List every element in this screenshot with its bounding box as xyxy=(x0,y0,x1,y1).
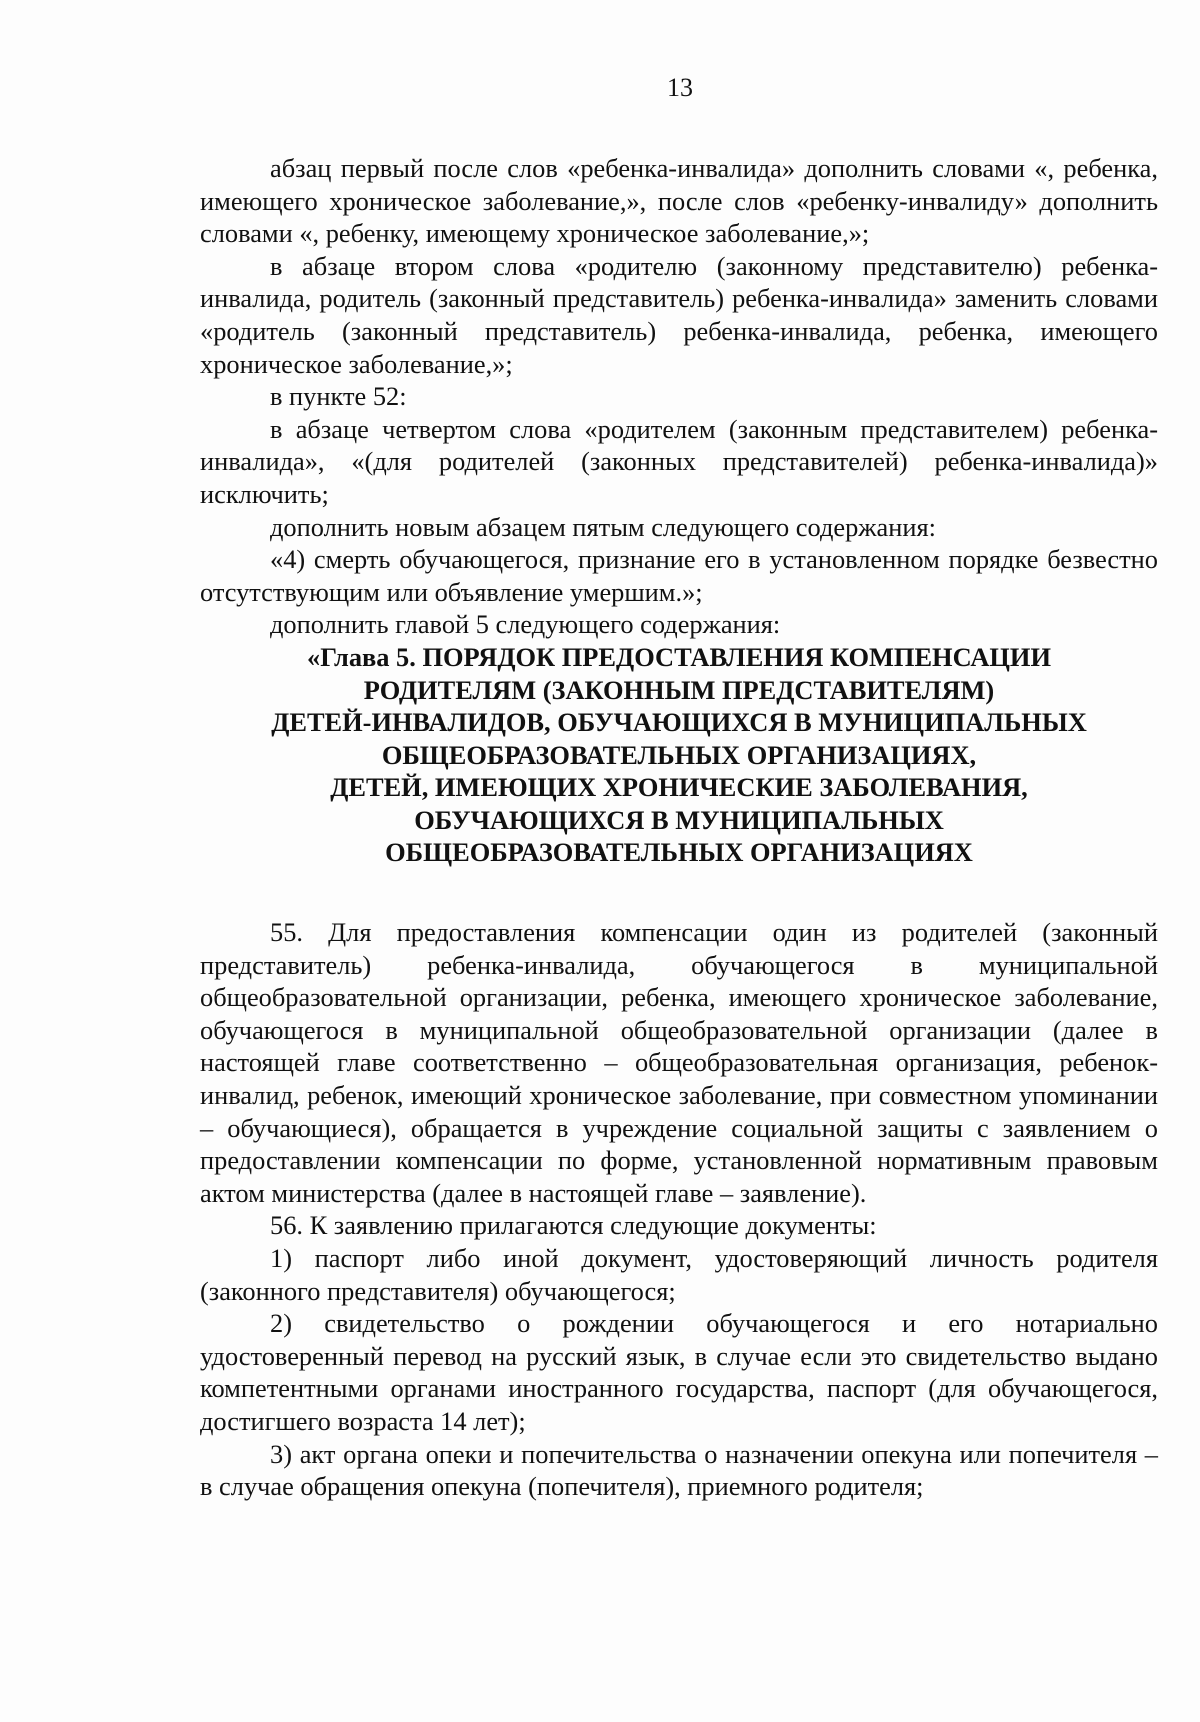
paragraph-chapter-55: 55. Для предоставления компенсации один из родителей (законный представитель) ребенка-инвалида, обучающегося в муниципальной общеобразовательной организации, ребенка, имеющего хроническое заболевание, обучающегося в муниципальной общеобразовательной организации (далее в настоящей главе соответственно – общеобразовательная организация, ребенок-инвалид, ребенок, имеющий хроническое заболевание, при совместном упоминании – обучающиеся), обращается в учреждение социальной защиты с заявлением о предоставлении компенсации по форме, установленной нормативным правовым актом министерства (далее в настоящей главе – заявление). xyxy=(200,917,1158,1208)
chapter-heading xyxy=(200,641,1158,869)
paragraph-intro-2: в абзаце втором слова «родителю (законному представителю) ребенка-инвалида, родитель (законный представитель) ребенка-инвалида» заменить словами «родитель (законный представитель) ребенка-инвалида, ребенка, имеющего хроническое заболевание,»; xyxy=(200,250,1158,379)
paragraph-item-2: 2) свидетельство о рождении обучающегося и его нотариально удостоверенный перевод на русский язык, в случае если это свидетельство выдано компетентными органами иностранного государства, паспорт (для обучающегося, достигшего возраста 14 лет); xyxy=(200,1308,1158,1436)
chapter-heading-line: ДЕТЕЙ-ИНВАЛИДОВ, ОБУЧАЮЩИХСЯ В МУНИЦИПАЛЬНЫХ xyxy=(271,707,1087,738)
page-number: 13 xyxy=(667,73,693,102)
chapter-heading-line: ОБУЧАЮЩИХСЯ В МУНИЦИПАЛЬНЫХ xyxy=(414,804,944,835)
paragraph-intro-7: дополнить главой 5 следующего содержания: xyxy=(270,609,781,640)
paragraph-intro-3: в пункте 52: xyxy=(270,381,407,412)
paragraph-intro-5: дополнить новым абзацем пятым следующего содержания: xyxy=(270,511,936,542)
paragraph-item-3: 3) акт органа опеки и попечительства о назначении опекуна или попечителя – в случае обращения опекуна (попечителя), приемного родителя; xyxy=(200,1438,1158,1502)
chapter-heading-line: ДЕТЕЙ, ИМЕЮЩИХ ХРОНИЧЕСКИЕ ЗАБОЛЕВАНИЯ, xyxy=(330,772,1028,803)
chapter-heading-line: РОДИТЕЛЯМ (ЗАКОННЫМ ПРЕДСТАВИТЕЛЯМ) xyxy=(363,674,995,705)
paragraph-chapter-56: 56. К заявлению прилагаются следующие документы: xyxy=(270,1210,877,1241)
paragraph-intro-6: «4) смерть обучающегося, признание его в установленном порядке безвестно отсутствующим или объявление умершим.»; xyxy=(200,544,1158,607)
paragraph-intro-4: в абзаце четвертом слова «родителем (законным представителем) ребенка-инвалида», «(для родителей (законных представителей) ребенка-инвалида)» исключить; xyxy=(200,413,1158,509)
chapter-heading-line: ОБЩЕОБРАЗОВАТЕЛЬНЫХ ОРГАНИЗАЦИЯХ, xyxy=(381,739,977,770)
chapter-heading-line: «Глава 5. ПОРЯДОК ПРЕДОСТАВЛЕНИЯ КОМПЕНСАЦИИ xyxy=(307,641,1051,672)
document-body xyxy=(200,152,1158,1503)
paragraph-item-1: 1) паспорт либо иной документ, удостоверяющий личность родителя (законного представителя) обучающегося; xyxy=(200,1243,1158,1306)
heading-spacer xyxy=(200,869,1158,916)
chapter-heading-line: ОБЩЕОБРАЗОВАТЕЛЬНЫХ ОРГАНИЗАЦИЯХ xyxy=(385,837,973,868)
paragraph-intro-1: абзац первый после слов «ребенка-инвалида» дополнить словами «, ребенка, имеющего хроническое заболевание,», после слов «ребенку-инвалиду» дополнить словами «, ребенку, имеющему хроническое заболевание,»; xyxy=(200,153,1158,249)
